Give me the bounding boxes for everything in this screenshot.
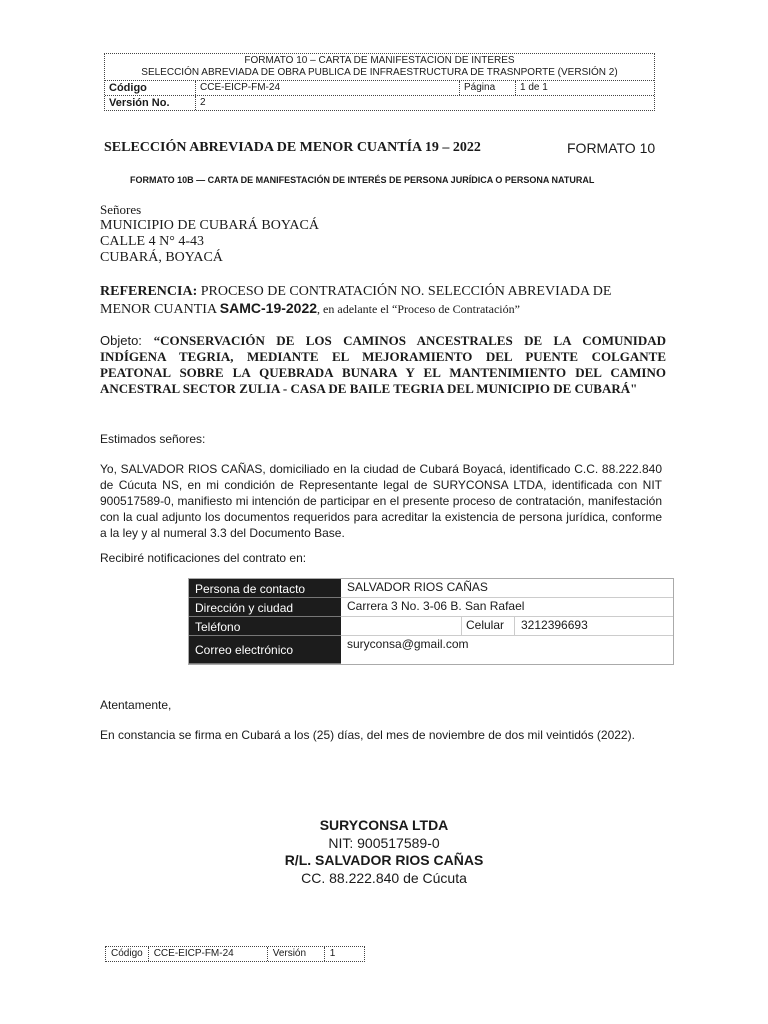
addressee-line2: CALLE 4 N° 4-43 <box>100 234 204 249</box>
contact-persona-label: Persona de contacto <box>189 579 341 598</box>
header-codigo-label: Código <box>105 81 196 95</box>
header-title-line2: SELECCIÓN ABREVIADA DE OBRA PUBLICA DE INFRAESTRUCTURA DE TRASNPORTE (VERSIÓN 2) <box>141 67 618 78</box>
body-paragraph: Yo, SALVADOR RIOS CAÑAS, domiciliado en la ciudad de Cubará Boyacá, identificado C.C. 88.222.840 de Cúcuta NS, en mi condición de Representante legal de SURYCONSA LTDA, identificada con NIT 900517589-0, manifiesto mi intención de participar en el presente proceso de contratación, manifestación con la cual adjunto los documentos requeridos para acreditar la existencia de persona jurídica, conforme a la ley y al numeral 3.3 del Documento Base. <box>100 462 662 540</box>
signature-rep: R/L. SALVADOR RIOS CAÑAS <box>284 852 484 868</box>
reference-block <box>100 283 662 318</box>
contact-telefono-label: Teléfono <box>189 617 341 636</box>
salutation: Estimados señores: <box>100 432 206 446</box>
reference-code: SAMC-19-2022 <box>219 300 318 316</box>
closing-text: Atentamente, <box>100 698 172 712</box>
signature-company: SURYCONSA LTDA <box>319 817 449 833</box>
signature-nit: NIT: 900517589-0 <box>328 835 440 851</box>
header-codigo-row <box>105 81 654 96</box>
footer-version-label: Versión <box>268 947 325 961</box>
addressee-line3: CUBARÁ, BOYACÁ <box>100 250 223 265</box>
header-title-line1: FORMATO 10 – CARTA DE MANIFESTACION DE INTERES <box>244 55 515 66</box>
contact-telefono-cells <box>341 617 673 636</box>
contact-correo-label: Correo electrónico <box>189 636 341 664</box>
header-codigo-value: CCE-EICP-FM-24 <box>196 81 460 95</box>
contact-telefono-blank <box>341 617 462 635</box>
object-text: “CONSERVACIÓN DE LOS CAMINOS ANCESTRALES DE LA COMUNIDAD INDÍGENA TEGRIA, MEDIANTE EL MEJORAMIENTO DEL PUENTE COLGANTE PEATONAL SOBRE LA QUEBRADA BUNARA Y EL MANTENIMIENTO DEL CAMINO ANCESTRAL SECTOR ZULIA - CASA DE BAILE TEGRIA DEL MUNICIPIO DE CUBARÁ" <box>100 333 666 396</box>
object-block <box>100 333 666 397</box>
page-subtitle: FORMATO 10B — CARTA DE MANIFESTACIÓN DE INTERÉS DE PERSONA JURÍDICA O PERSONA NATURAL <box>130 175 595 185</box>
notifications-text: Recibiré notificaciones del contrato en: <box>100 551 307 565</box>
reference-label: REFERENCIA: <box>100 284 198 299</box>
header-version-row <box>105 96 654 110</box>
header-table <box>104 53 655 111</box>
header-pagina-value: 1 de 1 <box>520 82 548 93</box>
signature-cc: CC. 88.222.840 de Cúcuta <box>301 870 467 886</box>
reference-tail: , en adelante el “Proceso de Contratación” <box>317 302 520 316</box>
page-title: SELECCIÓN ABREVIADA DE MENOR CUANTÍA 19 – 2022 <box>104 140 481 155</box>
addressee-block <box>100 202 319 266</box>
contact-correo-value: suryconsa@gmail.com <box>347 637 469 651</box>
contact-direccion-value: Carrera 3 No. 3-06 B. San Rafael <box>341 598 673 617</box>
footer-table <box>105 946 365 962</box>
header-title <box>105 54 654 81</box>
addressee-greeting: Señores <box>100 202 142 217</box>
header-version-value: 2 <box>200 97 206 108</box>
object-label: Objeto: <box>100 333 154 348</box>
contact-row-persona <box>189 579 673 598</box>
footer-codigo-label: Código <box>106 947 149 961</box>
addressee-line1: MUNICIPIO DE CUBARÁ BOYACÁ <box>100 218 319 233</box>
contact-direccion-label: Dirección y ciudad <box>189 598 341 617</box>
contact-celular-value: 3212396693 <box>521 618 588 632</box>
contact-persona-value: SALVADOR RIOS CAÑAS <box>341 579 673 598</box>
header-pagina-label: Página <box>460 81 516 95</box>
reference-text: PROCESO DE CONTRATACIÓN NO. SELECCIÓN ABREVIADA DE MENOR CUANTIA <box>100 284 612 317</box>
footer-version-value: 1 <box>329 948 336 959</box>
contact-row-correo <box>189 636 673 664</box>
formato-label: FORMATO 10 <box>567 140 656 156</box>
footer-codigo-value: CCE-EICP-FM-24 <box>149 947 268 961</box>
constancia-text: En constancia se firma en Cubará a los (25) días, del mes de noviembre de dos mil veintidós (2022). <box>100 728 635 742</box>
header-version-label: Versión No. <box>105 96 196 110</box>
contact-celular-label: Celular <box>462 617 515 635</box>
contact-row-direccion <box>189 598 673 617</box>
contact-table <box>188 578 674 665</box>
contact-row-telefono <box>189 617 673 636</box>
